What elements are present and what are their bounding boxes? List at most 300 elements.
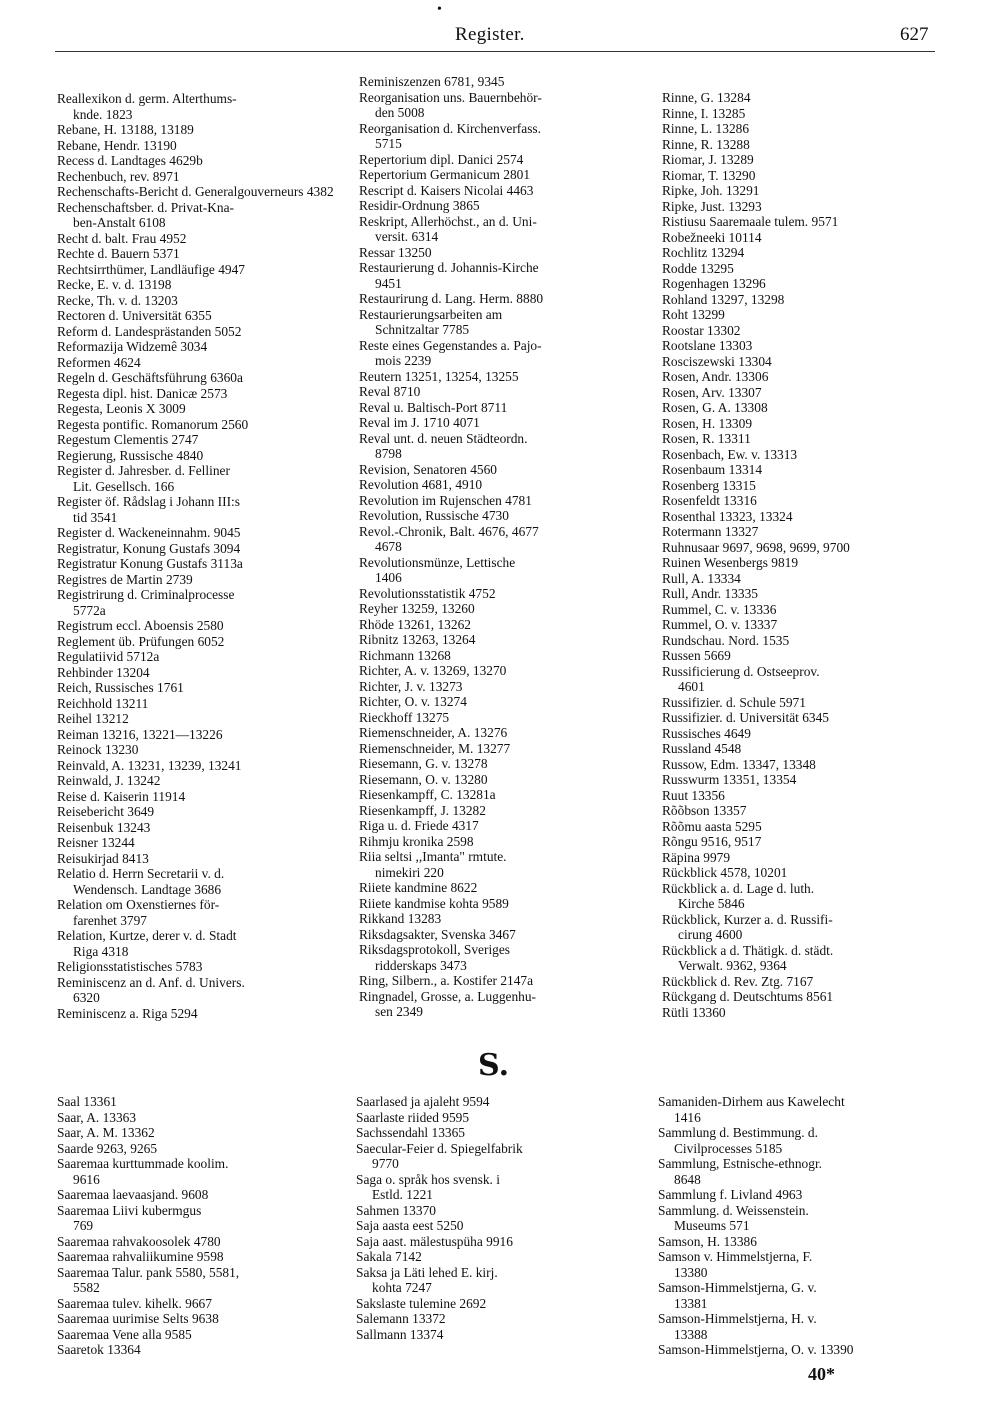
index-entry-text: Revolution, Russische 4730 [359,508,509,523]
index-entry [359,400,644,416]
index-entry [356,1172,641,1203]
index-entry [57,804,342,820]
index-entry [662,338,947,354]
index-entry [57,231,342,247]
index-entry [57,1125,342,1141]
index-entry-continuation: 13388 [674,1326,708,1342]
index-entry-text: Reihel 13212 [57,711,129,726]
index-entry [662,323,947,339]
index-entry [359,555,644,586]
index-entry-text: Rhöde 13261, 13262 [359,616,471,632]
index-entry [57,448,342,464]
index-entry [359,167,644,183]
index-entry [57,1296,342,1312]
index-entry [356,1249,641,1265]
index-entry-text: Sammlung, Estnische-ethnogr. [658,1156,823,1171]
index-entry-text: Rull, Andr. 13335 [662,586,758,601]
index-entry [662,152,947,168]
index-entry-text: Richter, A. v. 13269, 13270 [359,663,507,678]
index-entry-text: Samson v. Himmelstjerna, F. [658,1249,813,1264]
index-entry [359,818,644,834]
index-entry [359,183,644,199]
index-entry-text: Riesenkampff, C. 13281a [359,787,496,802]
index-entry-text: Robežneeki 10114 [662,229,762,245]
index-entry-text: Riiete kandmise kohta 9589 [359,895,509,911]
index-entry [658,1234,943,1250]
index-entry-text: Rihmju kronika 2598 [359,833,474,849]
index-entry-continuation: 13381 [674,1295,708,1311]
index-entry [356,1094,641,1110]
index-entry-text: Russwurm 13351, 13354 [662,772,797,787]
index-entry-text: Saga o. språk hos svensk. i [356,1171,500,1187]
index-entry [57,959,342,975]
index-entry-text: Reminiszenzen 6781, 9345 [359,74,505,89]
index-entry [662,307,947,323]
index-entry-text: Reyher 13259, 13260 [359,601,475,616]
index-entry [658,1125,943,1156]
index-entry [662,230,947,246]
index-entry-text: Reisenbuk 13243 [57,819,151,835]
index-entry [662,106,947,122]
index-entry [57,1327,342,1343]
index-entry-text: Rückblick, Kurzer a. d. Russifi- [662,911,833,927]
index-entry [57,587,342,618]
index-entry [359,74,644,90]
index-entry [662,524,947,540]
index-entry-text: Rechenschaftsber. d. Privat-Kna- [57,199,234,215]
index-entry-text: Recke, Th. v. d. 13203 [57,292,178,308]
index-entry-text: Revol.-Chronik, Balt. 4676, 4677 [359,523,539,539]
index-entry [359,756,644,772]
index-entry [356,1110,641,1126]
index-entry [662,369,947,385]
index-entry [57,758,342,774]
index-entry-text: Riesemann, G. v. 13278 [359,756,488,771]
index-entry [57,169,342,185]
index-entry [57,727,342,743]
index-entry-text: Richter, J. v. 13273 [359,678,463,694]
index-entry [57,246,342,262]
index-entry [57,1110,342,1126]
index-entry-text: Saar, A. 13363 [57,1109,137,1125]
index-entry-text: Räpina 9979 [662,849,731,865]
index-entry-text: Religionsstatistisches 5783 [57,959,203,974]
index-entry-text: Rinne, L. 13286 [662,121,750,136]
index-entry-text: Reformazija Widzemê 3034 [57,339,208,354]
index-entry-text: Regestum Clementis 2747 [57,432,199,447]
index-entry [57,572,342,588]
index-entry-text: Riksdagsakter, Svenska 3467 [359,926,516,942]
index-entry [356,1327,641,1343]
index-entry-text: Reinock 13230 [57,742,139,757]
index-entry-text: Rosen, R. 13311 [662,431,751,446]
index-entry [356,1265,641,1296]
index-entry-text: Rückgang d. Deutschtums 8561 [662,989,834,1004]
index-entry [57,386,342,402]
index-entry-text: Sammlung d. Bestimmung. d. [658,1125,818,1140]
index-entry-text: Reval unt. d. neuen Städteordn. [359,430,528,446]
index-entry [57,1141,342,1157]
index-entry [662,214,947,230]
index-entry [662,633,947,649]
index-entry [359,384,644,400]
index-entry-text: Reminiscenz an d. Anf. d. Univers. [57,974,245,990]
index-entry-text: Saarlaste riided 9595 [356,1109,470,1125]
index-entry-text: Reichhold 13211 [57,695,149,711]
index-entry [359,927,644,943]
index-entry-text: Sallmann 13374 [356,1326,444,1342]
index-entry-text: Regeln d. Geschäftsführung 6360a [57,370,243,385]
index-entry [359,880,644,896]
index-entry-text: Regierung, Russische 4840 [57,447,204,463]
index-entry [662,819,947,835]
index-entry [662,602,947,618]
index-entry-text: Rõõmu aasta 5295 [662,818,762,834]
index-entry [57,835,342,851]
index-entry-text: Richmann 13268 [359,647,451,663]
index-entry [662,586,947,602]
index-entry-text: Saaretok 13364 [57,1342,141,1357]
index-entry [658,1203,943,1234]
index-entry [57,401,342,417]
index-entry-text: Saar, A. M. 13362 [57,1125,155,1140]
index-entry-text: Regesta, Leonis X 3009 [57,401,186,416]
index-column-middle [359,74,644,1020]
index-entry [359,911,644,927]
index-entry [359,896,644,912]
index-entry-continuation: knde. 1823 [73,106,133,122]
index-entry [359,601,644,617]
index-entry-text: Samson-Himmelstjerna, H. v. [658,1311,817,1326]
index-entry [662,989,947,1005]
index-entry-text: Rechtsirrthümer, Landläufige 4947 [57,261,245,277]
index-entry-text: Samson-Himmelstjerna, G. v. [658,1280,817,1295]
index-entry [57,789,342,805]
index-entry-continuation: 1406 [375,570,402,585]
index-entry [359,834,644,850]
index-entry-text: Russisches 4649 [662,725,751,741]
index-entry-continuation: Verwalt. 9362, 9364 [678,958,787,973]
index-entry-continuation: den 5008 [375,105,425,120]
index-entry-continuation: 8648 [674,1171,701,1187]
index-entry-text: Rõngu 9516, 9517 [662,834,762,849]
index-entry [57,556,342,572]
index-entry-text: Reval im J. 1710 4071 [359,415,480,430]
index-entry-text: Rechenbuch, rev. 8971 [57,168,180,184]
index-entry-text: Reval u. Baltisch-Port 8711 [359,399,508,415]
index-entry [359,741,644,757]
index-entry [57,138,342,154]
index-entry-text: Rull, A. 13334 [662,570,741,586]
index-entry-text: Repertorium Germanicum 2801 [359,167,531,182]
index-entry [359,617,644,633]
index-entry [359,694,644,710]
index-entry-text: Sachssendahl 13365 [356,1125,465,1140]
index-entry-text: Samson-Himmelstjerna, O. v. 13390 [658,1342,854,1357]
index-entry [662,431,947,447]
index-entry-text: Residir-Ordnung 3865 [359,198,480,213]
index-entry-text: Ripke, Joh. 13291 [662,183,760,198]
index-entry-text: Salemann 13372 [356,1311,446,1326]
index-entry [662,168,947,184]
index-entry-text: Ressar 13250 [359,244,432,260]
index-entry-text: Rosciszewski 13304 [662,353,772,369]
index-entry-text: Saaremaa Vene alla 9585 [57,1326,192,1342]
index-entry-text: Revision, Senatoren 4560 [359,461,497,477]
index-entry-text: Reise d. Kaiserin 11914 [57,788,186,804]
index-entry-continuation: mois 2239 [375,353,432,368]
index-entry-continuation: Wendensch. Landtage 3686 [73,881,222,897]
index-entry [359,260,644,291]
index-entry-text: Saja aast. mälestuspüha 9916 [356,1233,513,1249]
index-entry-text: Reglement üb. Prüfungen 6052 [57,633,225,649]
index-entry [662,772,947,788]
index-entry [57,1249,342,1265]
index-entry [57,432,342,448]
index-entry-text: Saarde 9263, 9265 [57,1140,158,1156]
index-entry [359,415,644,431]
index-entry-text: Ribnitz 13263, 13264 [359,632,476,647]
index-entry [658,1156,943,1187]
index-entry [57,541,342,557]
index-entry-text: Reminiscenz a. Riga 5294 [57,1005,198,1021]
index-entry-text: Riksdagsprotokoll, Sveriges [359,942,511,957]
index-entry [359,431,644,462]
index-entry-text: Revolutionsmünze, Lettische [359,554,516,570]
index-entry [356,1218,641,1234]
index-entry-text: Relation om Oxenstiernes för- [57,897,220,912]
index-entry-text: Relation, Kurtze, derer v. d. Stadt [57,928,237,943]
index-entry-text: Riemenschneider, A. 13276 [359,725,508,740]
section-letter-heading: S. [478,1048,510,1083]
index-entry-text: Ruhnusaar 9697, 9698, 9699, 9700 [662,539,850,555]
index-entry [662,183,947,199]
index-entry-text: Saksa ja Läti lehed E. kirj. [356,1264,498,1280]
index-entry-text: Rütli 13360 [662,1004,726,1020]
index-entry [356,1234,641,1250]
index-entry [57,91,342,122]
index-entry-text: Saaremaa Talur. pank 5580, 5581, [57,1264,240,1280]
index-entry-text: Roostar 13302 [662,322,741,338]
index-entry [359,198,644,214]
index-entry [662,261,947,277]
index-entry-text: Rechte d. Bauern 5371 [57,246,180,261]
index-entry [662,555,947,571]
index-entry [662,276,947,292]
index-entry-text: Sakala 7142 [356,1249,422,1264]
index-entry-text: Recht d. balt. Frau 4952 [57,230,187,246]
index-entry-text: Reinwald, J. 13242 [57,773,161,788]
index-entry-text: Reorganisation uns. Bauernbehör- [359,89,542,105]
index-entry-continuation: 1416 [674,1109,701,1125]
index-entry [359,369,644,385]
index-entry-text: Reutern 13251, 13254, 13255 [359,368,519,384]
index-entry [57,525,342,541]
index-entry-continuation: 9616 [73,1171,100,1187]
index-entry-text: Reallexikon d. germ. Alterthums- [57,91,237,106]
index-entry-text: Rummel, O. v. 13337 [662,617,778,632]
index-entry-continuation: Kirche 5846 [678,896,745,911]
index-entry [57,696,342,712]
index-entry [356,1141,641,1172]
index-entry [57,1094,342,1110]
index-entry-text: Revolutionsstatistik 4752 [359,585,496,601]
index-entry-text: Ripke, Just. 13293 [662,198,762,214]
index-entry [359,214,644,245]
page-number: 627 [900,24,929,45]
index-entry [662,617,947,633]
index-entry [662,648,947,664]
index-entry-text: Ruinen Wesenbergs 9819 [662,555,799,570]
index-entry [359,307,644,338]
index-column-s-right [658,1094,943,1358]
index-entry-text: Reorganisation d. Kirchenverfass. [359,120,541,136]
index-entry [662,881,947,912]
index-entry-text: Reval 8710 [359,384,421,399]
index-entry-text: Saaremaa laevaasjand. 9608 [57,1187,209,1202]
index-entry [662,834,947,850]
index-entry [57,494,342,525]
index-entry-text: Restaurirung d. Lang. Herm. 8880 [359,291,544,306]
index-entry [359,477,644,493]
index-entry-continuation: Schnitzaltar 7785 [375,322,470,337]
index-entry-text: Rosen, H. 13309 [662,415,753,431]
index-entry-text: Russifizier. d. Universität 6345 [662,710,829,725]
index-entry-text: Rõõbson 13357 [662,803,747,818]
index-entry-text: Rinne, I. 13285 [662,105,746,121]
index-entry-continuation: ben-Anstalt 6108 [73,215,166,230]
index-entry-text: Saaremaa Liivi kubermgus [57,1202,202,1218]
index-entry-text: Restaurierungsarbeiten am [359,306,503,322]
index-entry [662,90,947,106]
index-entry [662,447,947,463]
index-entry-continuation: Lit. Gesellsch. 166 [73,478,175,494]
index-entry [662,137,947,153]
index-entry-text: Rectoren d. Universität 6355 [57,308,212,323]
index-entry [356,1296,641,1312]
index-entry [662,803,947,819]
index-entry [359,679,644,695]
index-entry-text: Rescript d. Kaisers Nicolai 4463 [359,182,534,198]
index-entry-text: Rebane, H. 13188, 13189 [57,122,194,137]
index-entry [662,462,947,478]
index-entry-text: Rückblick d. Rev. Ztg. 7167 [662,973,814,989]
index-entry [359,291,644,307]
index-entry-text: Registres de Martin 2739 [57,571,193,587]
index-entry-continuation: 8798 [375,446,402,461]
index-entry [359,245,644,261]
index-entry [359,121,644,152]
index-entry [356,1203,641,1219]
index-entry-text: Rummel, C. v. 13336 [662,601,777,617]
index-entry-text: Sahmen 13370 [356,1202,436,1218]
index-entry [662,540,947,556]
index-entry [662,741,947,757]
index-entry-text: Rootslane 13303 [662,338,753,353]
index-entry [662,710,947,726]
index-entry [662,385,947,401]
index-entry-text: Richter, O. v. 13274 [359,694,467,709]
index-entry [57,897,342,928]
index-entry-text: Saarlased ja ajaleht 9594 [356,1094,490,1109]
index-entry [359,803,644,819]
index-entry [57,308,342,324]
index-entry [662,757,947,773]
index-entry [662,726,947,742]
index-entry-text: Recess d. Landtages 4629b [57,153,203,168]
index-entry-text: Sammlung f. Livland 4963 [658,1187,803,1202]
index-entry-continuation: Museums 571 [674,1218,750,1233]
index-entry [662,478,947,494]
index-entry [57,634,342,650]
index-entry [57,773,342,789]
index-entry-text: Ristiusu Saaremaale tulem. 9571 [662,214,839,229]
index-entry [359,586,644,602]
index-entry-text: Saaremaa uurimise Selts 9638 [57,1311,219,1326]
index-entry-continuation: farenhet 3797 [73,912,147,928]
index-entry-text: Rebane, Hendr. 13190 [57,137,177,153]
index-entry-text: Sammlung. d. Weissenstein. [658,1202,809,1218]
header-rule [55,51,935,52]
index-entry [57,820,342,836]
index-entry-text: Registrirung d. Criminalprocesse [57,587,235,602]
index-entry [662,912,947,943]
index-entry [662,865,947,881]
index-entry [359,973,644,989]
index-entry-text: Registrum eccl. Aboensis 2580 [57,618,224,633]
index-entry [57,1311,342,1327]
index-entry [359,648,644,664]
index-entry-text: Russifizier. d. Schule 5971 [662,694,806,710]
index-entry [662,974,947,990]
index-entry [658,1311,943,1342]
index-entry [662,121,947,137]
index-entry [662,245,947,261]
index-entry-text: Riemenschneider, M. 13277 [359,740,511,756]
index-entry [359,710,644,726]
index-entry [662,1005,947,1021]
index-entry-text: Russen 5669 [662,648,731,663]
running-header-title: Register. [455,24,525,45]
index-entry-text: Register öf. Rådslag i Johann III:s [57,494,240,509]
index-entry-text: Rosenfeldt 13316 [662,493,757,508]
index-column-s-left [57,1094,342,1358]
index-entry [658,1280,943,1311]
index-entry-continuation: 4678 [375,539,402,554]
index-entry-continuation: Riga 4318 [73,943,129,959]
index-entry-text: Rundschau. Nord. 1535 [662,632,790,648]
index-entry [57,184,342,200]
index-entry [359,152,644,168]
index-entry-text: Rochlitz 13294 [662,245,745,260]
index-entry-continuation: kohta 7247 [372,1280,432,1295]
index-entry-continuation: versit. 6314 [375,229,439,244]
index-entry-continuation: 5715 [375,136,402,151]
index-entry [57,370,342,386]
index-entry-text: Rosenthal 13323, 13324 [662,508,793,524]
index-entry-text: Riesemann, O. v. 13280 [359,771,488,787]
index-entry [359,787,644,803]
index-entry [57,153,342,169]
index-entry [359,524,644,555]
index-entry [57,1265,342,1296]
index-entry [57,293,342,309]
index-entry [57,1342,342,1358]
index-entry-text: Rikkand 13283 [359,911,442,926]
index-entry [662,509,947,525]
index-entry-text: Relatio d. Herrn Secretarii v. d. [57,866,225,881]
index-entry [57,649,342,665]
